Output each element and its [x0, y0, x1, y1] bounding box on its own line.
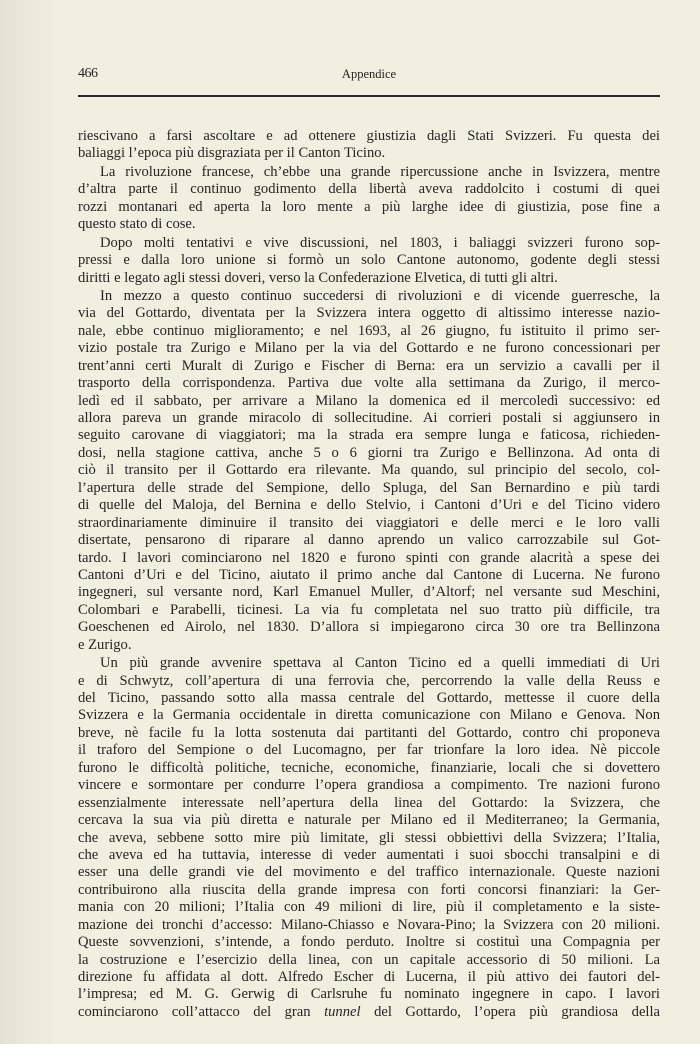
- text-line: breve, nè facile fu la lotta sostenuta dai partitanti del Gottardo, contro chi proponeva: [78, 724, 660, 741]
- text-line: mania con 20 milioni; l’Italia con 49 milioni di lire, più il completamento e la siste-: [78, 899, 660, 916]
- text-line: Un più grande avvenire spettava al Canton Ticino ed a quelli immediati di Uri: [100, 655, 660, 672]
- text-line: allora pareva un grande miracolo di sollecitudine. Ai corrieri postali si aggiunsero in: [78, 410, 660, 426]
- text-line: disertate, pensarono di riparare al danno aprendo un valico carrozzabile sul Got-: [78, 532, 660, 549]
- page-number: 466: [78, 66, 98, 81]
- header-rule: [78, 95, 660, 97]
- text-line: che aveva, sebbene sotto mire più limitate, gli stessi obbiettivi della Svizzera; l’Italia,: [78, 829, 660, 846]
- text-line: e di Schwytz, coll’apertura di una ferrovia che, percorrendo la valle della Reuss e: [78, 672, 660, 689]
- text-line: l’impresa; ed M. G. Gerwig di Carlsruhe fu nominato ingegnere in capo. I lavori: [78, 986, 660, 1003]
- text-line: essenzialmente interessate nell’apertura della linea del Gottardo: la Svizzera, che: [78, 794, 660, 811]
- text-line: ledì ed il sabbato, per arrivare a Milano la domenica ed il mercoledì successivo: ed: [78, 392, 660, 409]
- text-line: e Zurigo.: [78, 636, 132, 653]
- text-segment: cominciarono coll’attacco del gran: [78, 1003, 325, 1020]
- paragraph: [78, 235, 660, 287]
- running-title: Appendice: [341, 67, 397, 81]
- text-line: via del Gottardo, diventata per la Svizzera intera oggetto di altissimo interesse nazio-: [78, 305, 660, 322]
- text-line: Goeschenen ed Airolo, nel 1830. D’allora si impiegarono circa 30 ore tra Bellinzona: [78, 619, 660, 636]
- text-line: cercava la sua via più diretta e naturale per Milano ed il Mediterraneo; la Germania,: [78, 812, 660, 829]
- text-line: Dopo molti tentativi e vive discussioni, nel 1803, i baliaggi svizzeri furono sop-: [100, 234, 660, 251]
- text-line: l’apertura delle strade del Sempione, dello Spluga, del San Bernardino e più tardi: [78, 479, 660, 496]
- text-line: trasporto della corrispondenza. Partiva due volte alla settimana da Zurigo, il merco-: [78, 375, 660, 392]
- text-line: rozzi montanari ed aperta la loro mente a più larghe idee di giustizia, pose fine a: [78, 198, 660, 215]
- text-line: che aveva ed ha tuttavia, interesse di veder aumentati i suoi sbocchi transalpini e di: [78, 846, 660, 863]
- italic-term: tunnel: [324, 1003, 361, 1020]
- text-line: In mezzo a questo continuo succedersi di rivoluzioni e di vicende guerresche, la: [100, 287, 660, 304]
- text-line: La rivoluzione francese, ch’ebbe una grande ripercussione anche in Isvizzera, mentre: [100, 163, 660, 180]
- text-line: Cantoni d’Uri e del Ticino, aiutato il primo anche dal Cantone di Lucerna. Ne furono: [78, 566, 660, 583]
- text-line: riescivano a farsi ascoltare e ad ottenere giustizia dagli Stati Svizzeri. Fu questa dei: [78, 128, 660, 144]
- text-line: furono le difficoltà politiche, tecniche, economiche, finanziarie, locali che si dovettero: [78, 759, 660, 776]
- text-line: [78, 1004, 660, 1021]
- text-line: nale, ebbe continuo miglioramento; e nel 1693, al 26 giugno, fu istituito il primo ser-: [78, 322, 660, 339]
- text-line: direzione fu affidata al dott. Alfredo Escher di Lucerna, il più attivo dei fautori del-: [78, 969, 660, 985]
- text-line: d’altra parte il continuo godimento della libertà aveva raddolcito i costumi di quei: [78, 181, 660, 198]
- text-line: mazione dei tronchi d’accesso: Milano-Chiasso e Novara-Pino; la Svizzera con 20 milioni.: [78, 916, 660, 933]
- text-line: pressi e dalla loro unione si formò un solo Cantone autonomo, godente degli stessi: [78, 252, 660, 269]
- text-line: Svizzera e la Germania occidentale in diretta comunicazione con Milano e Genova. Non: [78, 707, 660, 724]
- paragraph: [78, 164, 660, 234]
- page-edge-shadow: [0, 0, 60, 1044]
- paragraph: [78, 128, 660, 163]
- text-line: Queste sovvenzioni, s’intende, a fondo perduto. Inoltre si costituì una Compagnia per: [78, 934, 660, 951]
- running-header: [78, 66, 660, 86]
- text-line: questo stato di cose.: [78, 216, 196, 233]
- text-line: vizio postale tra Zurigo e Milano per la via del Gottardo e ne furono concessionari per: [78, 340, 660, 357]
- text-line: dosi, nella stagione cattiva, anche 5 o 6 giorni tra Zurigo e Bellinzona. Ad onta di: [78, 444, 660, 461]
- text-line: ciò il transito per il Gottardo era rilevante. Ma quando, sul principio del secolo, col-: [78, 462, 660, 479]
- text-line: di quelle del Maloja, del Bernina e dello Stelvio, i Cantoni d’Uri e del Ticino videro: [78, 497, 660, 514]
- body-text: [78, 128, 660, 1022]
- text-line: ingegneri, sul versante nord, Karl Emanuel Muller, d’Altorf; nel versante sud Meschini,: [78, 584, 660, 601]
- text-line: esser una delle grandi vie del movimento e del traffico internazionale. Queste nazioni: [78, 864, 660, 881]
- text-line: il traforo del Sempione o del Lucomagno, per far trionfare la loro idea. Nè piccole: [78, 742, 660, 759]
- text-line: trent’anni certi Muralt di Zurigo e Fischer di Berna: era un servizio a cavalli per il: [78, 357, 660, 374]
- text-segment: del Gottardo, l’opera più grandiosa della: [360, 1003, 661, 1020]
- text-line: la costruzione e l’esercizio della linea, con un capitale accessorio di 50 milioni. La: [78, 951, 660, 968]
- text-line: straordinariamente diminuire il transito dei viaggiatori e delle merci e le loro valli: [78, 514, 660, 531]
- text-line: Colombari e Parabelli, ticinesi. La via fu completata nel suo tratto più difficile, tra: [78, 601, 660, 618]
- text-line: contribuirono alla riuscita della grande impresa con forti concorsi finanziari: la Ger-: [78, 881, 660, 898]
- text-line: diritti e legato agli stessi doveri, verso la Confederazione Elvetica, di tutti gli altri.: [78, 269, 558, 286]
- paragraph: [78, 655, 660, 1021]
- text-line: vincere e sormontare per condurre l’opera grandiosa a compimento. Tre nazioni furono: [78, 777, 660, 794]
- paragraph: [78, 288, 660, 654]
- text-line: seguito carovane di viaggiatori; ma la strada era sempre lunga e faticosa, richieden-: [78, 427, 660, 444]
- text-line: baliaggi l’epoca più disgraziata per il Canton Ticino.: [78, 145, 386, 162]
- text-line: tardo. I lavori cominciarono nel 1820 e furono spinti con grande alacrità a spese dei: [78, 549, 660, 566]
- text-line: del Ticino, passando sotto alla massa centrale del Gottardo, mettesse il cuore della: [78, 690, 660, 706]
